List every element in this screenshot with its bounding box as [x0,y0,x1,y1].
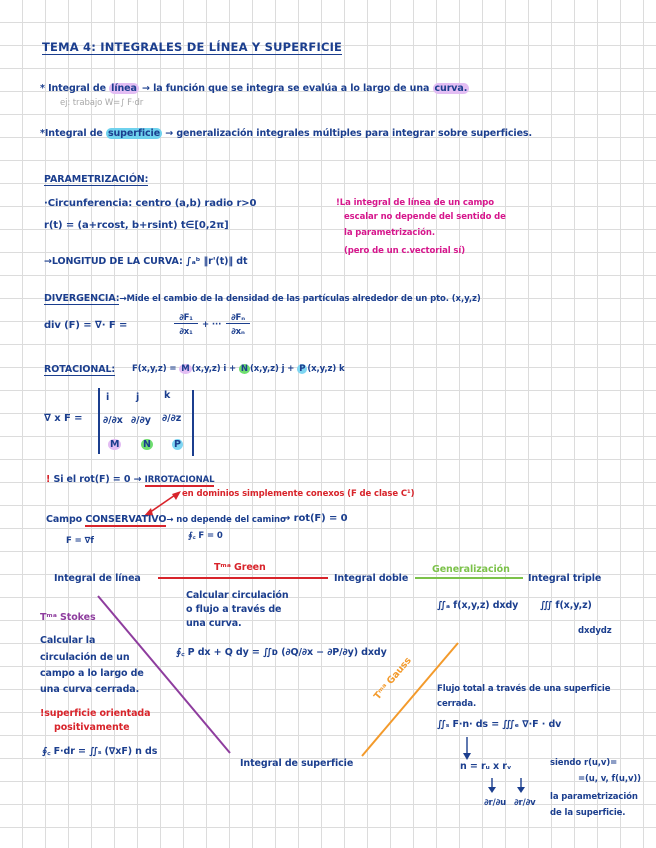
triple-integral-node: Integral triple [528,573,602,584]
siendo-3: la parametrización [550,792,638,802]
normal-vector: n = rᵤ x rᵥ [460,761,512,772]
line-integral-middle: → la función que se integra se evalúa a lo largo de una [138,83,433,94]
matrix-left-bar [98,388,100,454]
matrix-j: j [136,392,140,403]
green-theorem-label: Tᵐᵃ Green [214,562,266,573]
highlight-superficie: superficie [107,128,161,139]
gauss-desc-1: Flujo total a través de una superficie [437,684,611,694]
curve-length-line: →LONGITUD DE LA CURVA: ∫ₐᵇ ‖r'(t)‖ dt [44,256,248,267]
r-t-line: r(t) = (a+rcost, b+rsint) t∈[0,2π] [44,220,229,231]
campo-label: Campo [46,514,86,525]
matrix-dy: ∂/∂y [131,415,151,426]
matrix-k: k [164,390,171,401]
rotacional-heading: ROTACIONAL: [44,364,116,375]
gauss-theorem-label: Tᵐᵃ Gauss [372,655,414,703]
matrix-dz: ∂/∂z [162,413,182,424]
stokes-desc-3: campo a lo largo de [40,668,144,679]
matrix-n: N [143,439,151,450]
stokes-desc-4: una curva cerrada. [40,684,140,695]
pink-note-3: la parametrización. [344,228,436,238]
stokes-desc-1: Calcular la [40,635,96,646]
double-integral-formula: ∬ₐ f(x,y,z) dxdy [437,600,519,611]
stokes-note-2: positivamente [54,722,130,733]
gauss-formula: ∬ₛ F·n· ds = ∭ₑ ∇·F · dv [437,719,562,730]
triple-integral-formula: ∭ f(x,y,z) [540,600,592,611]
plus-dots: + ··· [202,320,222,330]
component-p-rest: (x,y,z) k [307,364,345,374]
component-n: N [240,364,248,374]
termn-numerator: ∂Fₙ [226,313,250,324]
surface-integral-rest: → generalización integrales múltiples para integrar sobre superficies. [162,128,532,139]
path-independent: → no depende del camino [166,515,286,525]
stokes-note-1: !superficie orientada [40,708,151,719]
work-example: ej: trabajo W=∫ F·dr [60,98,144,108]
generalization-label: Generalización [432,564,510,575]
line-integral-prefix: * Integral de [40,83,110,94]
green-desc-2: o flujo a través de [186,604,282,615]
simply-connected-condition: en dominios simplemente conexos (F de clase C¹) [182,489,415,499]
component-p: P [299,364,306,374]
stokes-desc-2: circulación de un [40,652,130,663]
matrix-p: P [174,439,181,450]
green-desc-1: Calcular circulación [186,590,289,601]
component-m: M [181,364,190,374]
divergence-line [44,293,481,304]
triple-integral-differential: dxdydz [578,626,612,636]
partial-r-u: ∂r/∂u [484,798,507,808]
gradient-field: F = ∇f [66,536,94,546]
line-integral-definition [40,83,469,94]
stokes-formula: ∮꜀ F·dr = ∬ₛ (∇xF) n ds [42,746,158,757]
matrix-m: M [110,439,120,450]
matrix-p-cell [172,439,183,450]
matrix-m-cell [108,439,121,450]
termn-denominator: ∂xₙ [231,327,245,337]
highlight-curva: curva. [434,83,468,94]
irrotational-line [46,474,214,485]
double-integral-node: Integral doble [334,573,409,584]
term1-denominator: ∂x₁ [179,327,193,337]
irrotational-label: IRROTACIONAL [144,475,215,485]
term1-numerator: ∂F₁ [174,313,198,324]
surface-integral-node: Integral de superficie [240,758,354,769]
pink-note-2: escalar no depende del sentido de [344,212,506,222]
vector-field-definition [132,364,345,374]
conservativo-label: CONSERVATIVO [85,514,167,525]
warning-icon: ! [46,474,51,485]
line-integral-node: Integral de línea [54,573,141,584]
pink-note-1: !La integral de línea de un campo [336,198,494,208]
circumference-line: ·Circunferencia: centro (a,b) radio r>0 [44,198,257,209]
page-title: TEMA 4: INTEGRALES DE LÍNEA Y SUPERFICIE [42,40,343,54]
surface-integral-definition [40,128,532,139]
divergence-heading: DIVERGENCIA: [44,293,120,304]
matrix-n-cell [141,439,153,450]
pink-note-4: (pero de un c.vectorial sí) [344,246,465,256]
matrix-i: i [106,392,110,403]
siendo-2: =(u, v, f(u,v)) [578,774,641,784]
siendo-1: siendo r(u,v)= [550,758,618,768]
surface-integral-prefix: *Integral de [40,128,106,139]
matrix-dx: ∂/∂x [103,415,123,426]
irrotational-prefix: Si el rot(F) = 0 → [53,474,145,485]
green-formula: ∮꜀ P dx + Q dy = ∬ᴅ (∂Q/∂x − ∂P/∂y) dxdy [176,647,387,658]
stokes-theorem-label: Tᵐᵃ Stokes [40,612,96,623]
parametrizacion-heading: PARAMETRIZACIÓN: [44,174,149,185]
matrix-right-bar [192,390,194,456]
highlight-linea: línea [111,83,137,94]
green-desc-3: una curva. [186,618,242,629]
gauss-desc-2: cerrada. [437,699,477,709]
field-prefix: F(x,y,z) = [132,364,180,374]
rot-zero: → rot(F) = 0 [282,513,348,524]
component-n-rest: (x,y,z) j + [249,364,298,374]
curl-label: ∇ x F = [44,413,83,424]
divergence-formula-left: div (F) = ∇· F = [44,320,128,331]
siendo-4: de la superficie. [550,808,626,818]
component-m-rest: (x,y,z) i + [191,364,239,374]
closed-integral-zero: ∮꜀ F = 0 [188,531,223,541]
conservative-line [46,514,286,525]
partial-r-v: ∂r/∂v [514,798,536,808]
divergence-description: →Mide el cambio de la densidad de las partículas alrededor de un pto. (x,y,z) [119,294,481,304]
